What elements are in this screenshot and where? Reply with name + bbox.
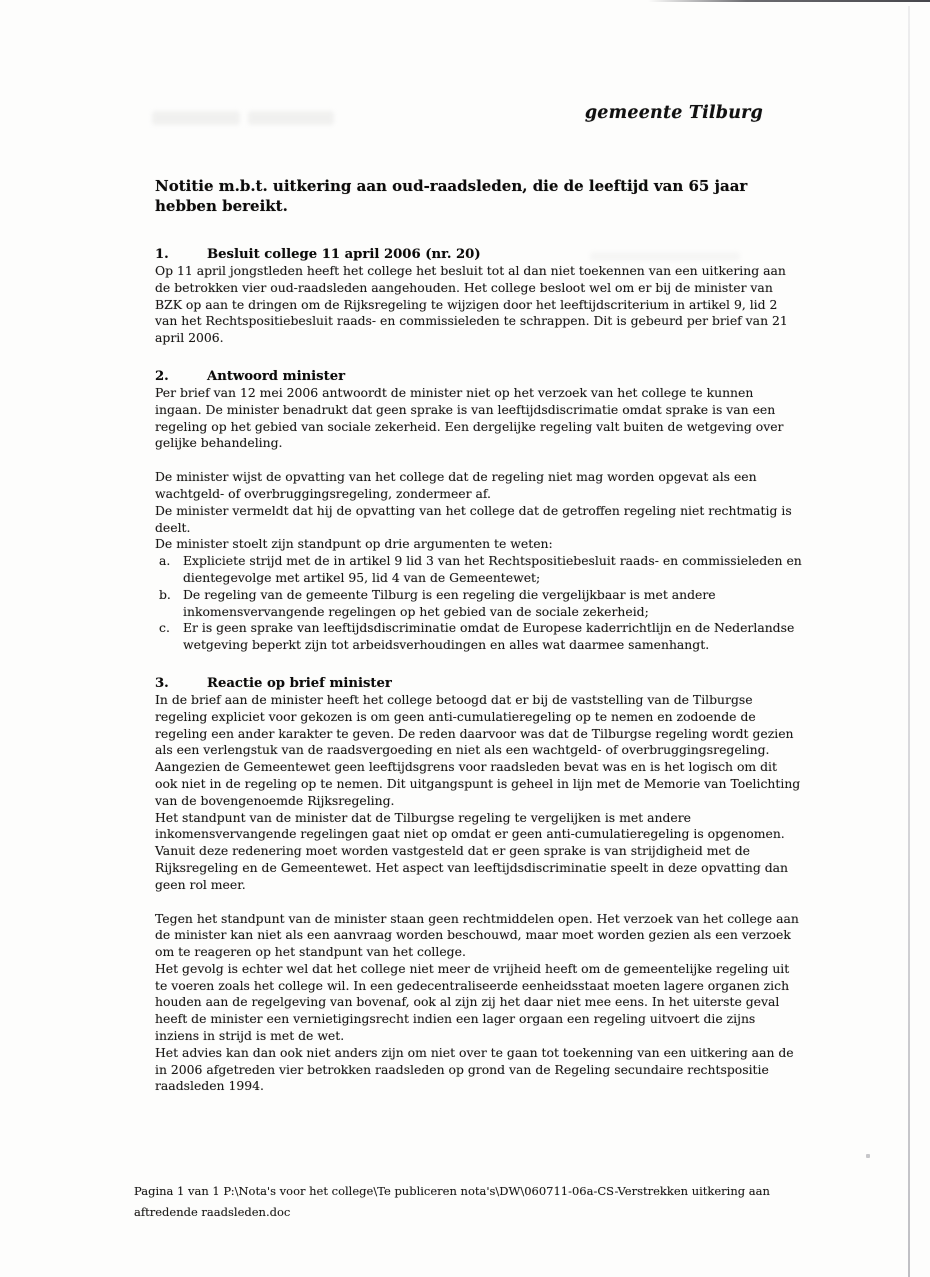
section-number: 1. (155, 247, 169, 262)
paragraph: Per brief van 12 mei 2006 antwoordt de minister niet op het verzoek van het college te kunnen ingaan. De minister benadrukt dat geen sprake is van leeftijdsdiscrimatie omdat sprake is van een regeling op het gebied van sociale zekerheid. Een dergelijke regeling valt buiten de wetgeving over gelijke behandeling. (155, 384, 784, 451)
paragraph: Tegen het standpunt van de minister staan geen rechtmiddelen open. Het verzoek van het college aan de minister kan niet als een aanvraag worden beschouwd, maar moet worden gezien als een verzoek om te reageren op het standpunt van het college. (155, 910, 799, 960)
list-item-text: Expliciete strijd met de in artikel 9 lid 3 van het Rechtspositiebesluit raads- en commissieleden en dientegevolge met artikel 95, lid 4 van de Gemeentewet; (183, 553, 802, 585)
list-marker: c. (159, 620, 170, 636)
scan-speckle (866, 1154, 870, 1158)
paragraph: Het advies kan dan ook niet anders zijn om niet over te gaan tot toekenning van een uitkering aan de in 2006 afgetreden vier betrokken raadsleden op grond van de Regeling secundaire rechtspositie raadsleden 1994. (155, 1044, 794, 1094)
municipality-logo: gemeente Tilburg (584, 103, 763, 123)
paragraph: De minister wijst de opvatting van het college dat de regeling niet mag worden opgevat als een wachtgeld- of overbruggingsregeling, zondermeer af. (155, 469, 757, 501)
paragraph: De minister vermeldt dat hij de opvatting van het college dat de getroffen regeling niet rechtmatig is deelt. (155, 502, 792, 535)
paragraph: Het standpunt van de minister dat de Tilburgse regeling te vergelijken is met andere inkomensvervangende regelingen gaat niet op omdat er geen anti-cumulatieregeling is opgenomen. Vanuit deze redenering moet worden vastgesteld dat er geen sprake is van strijdigheid met de Rijksregeling en de Gemeentewet. Het aspect van leeftijdsdiscriminatie speelt in deze opvatting dan geen rol meer. (155, 809, 789, 892)
scan-artifact-top-edge (648, 0, 930, 2)
section-2 (155, 368, 803, 654)
section-heading: Reactie op brief minister (207, 675, 392, 691)
document-title: Notitie m.b.t. uitkering aan oud-raadsleden, die de leeftijd van 65 jaar hebben bereikt. (155, 177, 748, 215)
list-item-text: De regeling van de gemeente Tilburg is een regeling die vergelijkbaar is met andere inkomensvervangende regelingen op het gebied van de sociale zekerheid; (183, 586, 716, 619)
section-1-header (155, 246, 803, 263)
footer-line-1: Pagina 1 van 1 P:\Nota's voor het college\Te publiceren nota's\DW\060711-06a-CS-Verstrekken uitkering aan (134, 1184, 770, 1198)
section-1 (155, 246, 803, 347)
section-heading: Antwoord minister (207, 368, 346, 384)
scan-artifact-right-edge (908, 6, 910, 1277)
section-2-header (155, 368, 803, 385)
paragraph-gap (155, 452, 803, 469)
paragraph: Het gevolg is echter wel dat het college niet meer de vrijheid heeft om de gemeentelijke regeling uit te voeren zoals het college wil. In een gedecentraliseerde eenheidsstaat moeten lagere organen zich houden aan de regelgeving van bovenaf, ook al zijn zij het daar niet mee eens. In het uiterste geval heeft de minister een vernietigingsrecht indien een lager orgaan een regeling uitvoert die zijns inziens in strijd is met de wet. (155, 960, 790, 1044)
paragraph: De minister stoelt zijn standpunt op drie argumenten te weten: (155, 536, 553, 552)
list-marker: b. (159, 586, 171, 602)
section-3 (155, 675, 803, 1095)
list-marker: a. (159, 553, 171, 569)
section-heading: Besluit college 11 april 2006 (nr. 20) (207, 247, 481, 262)
list-item-b (155, 587, 803, 621)
list-item-c (155, 620, 803, 654)
section-number: 2. (155, 368, 169, 384)
paragraph-gap (155, 894, 803, 911)
page-footer (134, 1181, 824, 1222)
paragraph: Op 11 april jongstleden heeft het college het besluit tot al dan niet toekennen van een uitkering aan de betrokken vier oud-raadsleden aangehouden. Het college besloot wel om er bij de minister van BZK op aan te dringen om de Rijksregeling te wijzigen door het leeftijdscriterium in artikel 9, lid 2 van het Rechtspositiebesluit raads- en commissieleden te schrappen. Dit is gebeurd per brief van 21 april 2006. (155, 263, 788, 346)
section-number: 3. (155, 675, 169, 691)
section-3-header (155, 675, 803, 692)
footer-line-2: aftredende raadsleden.doc (134, 1204, 291, 1219)
list-item-a (155, 553, 803, 587)
list-item-text: Er is geen sprake van leeftijdsdiscriminatie omdat de Europese kaderrichtlijn en de Nederlandse wetgeving beperkt zijn tot arbeidsverhoudingen en alles wat daarmee samenhangt. (183, 620, 795, 653)
bleedthrough-smudge (152, 110, 334, 129)
document-body (155, 246, 803, 1095)
paragraph: In de brief aan de minister heeft het college betoogd dat er bij de vaststelling van de Tilburgse regeling expliciet voor gekozen is om geen anti-cumulatieregeling op te nemen en zodoende de regeling een ander karakter te geven. De reden daarvoor was dat de Tilburgse regeling wordt gezien als een verlengstuk van de raadsvergoeding en niet als een wachtgeld- of overbruggingsregeling. Aangezien de Gemeentewet geen leeftijdsgrens voor raadsleden bevat was en is het logisch om dit ook niet in de regeling op te nemen. Dit uitgangspunt is geheel in lijn met de Memorie van Toelichting van de bovengenoemde Rijksregeling. (155, 691, 801, 808)
